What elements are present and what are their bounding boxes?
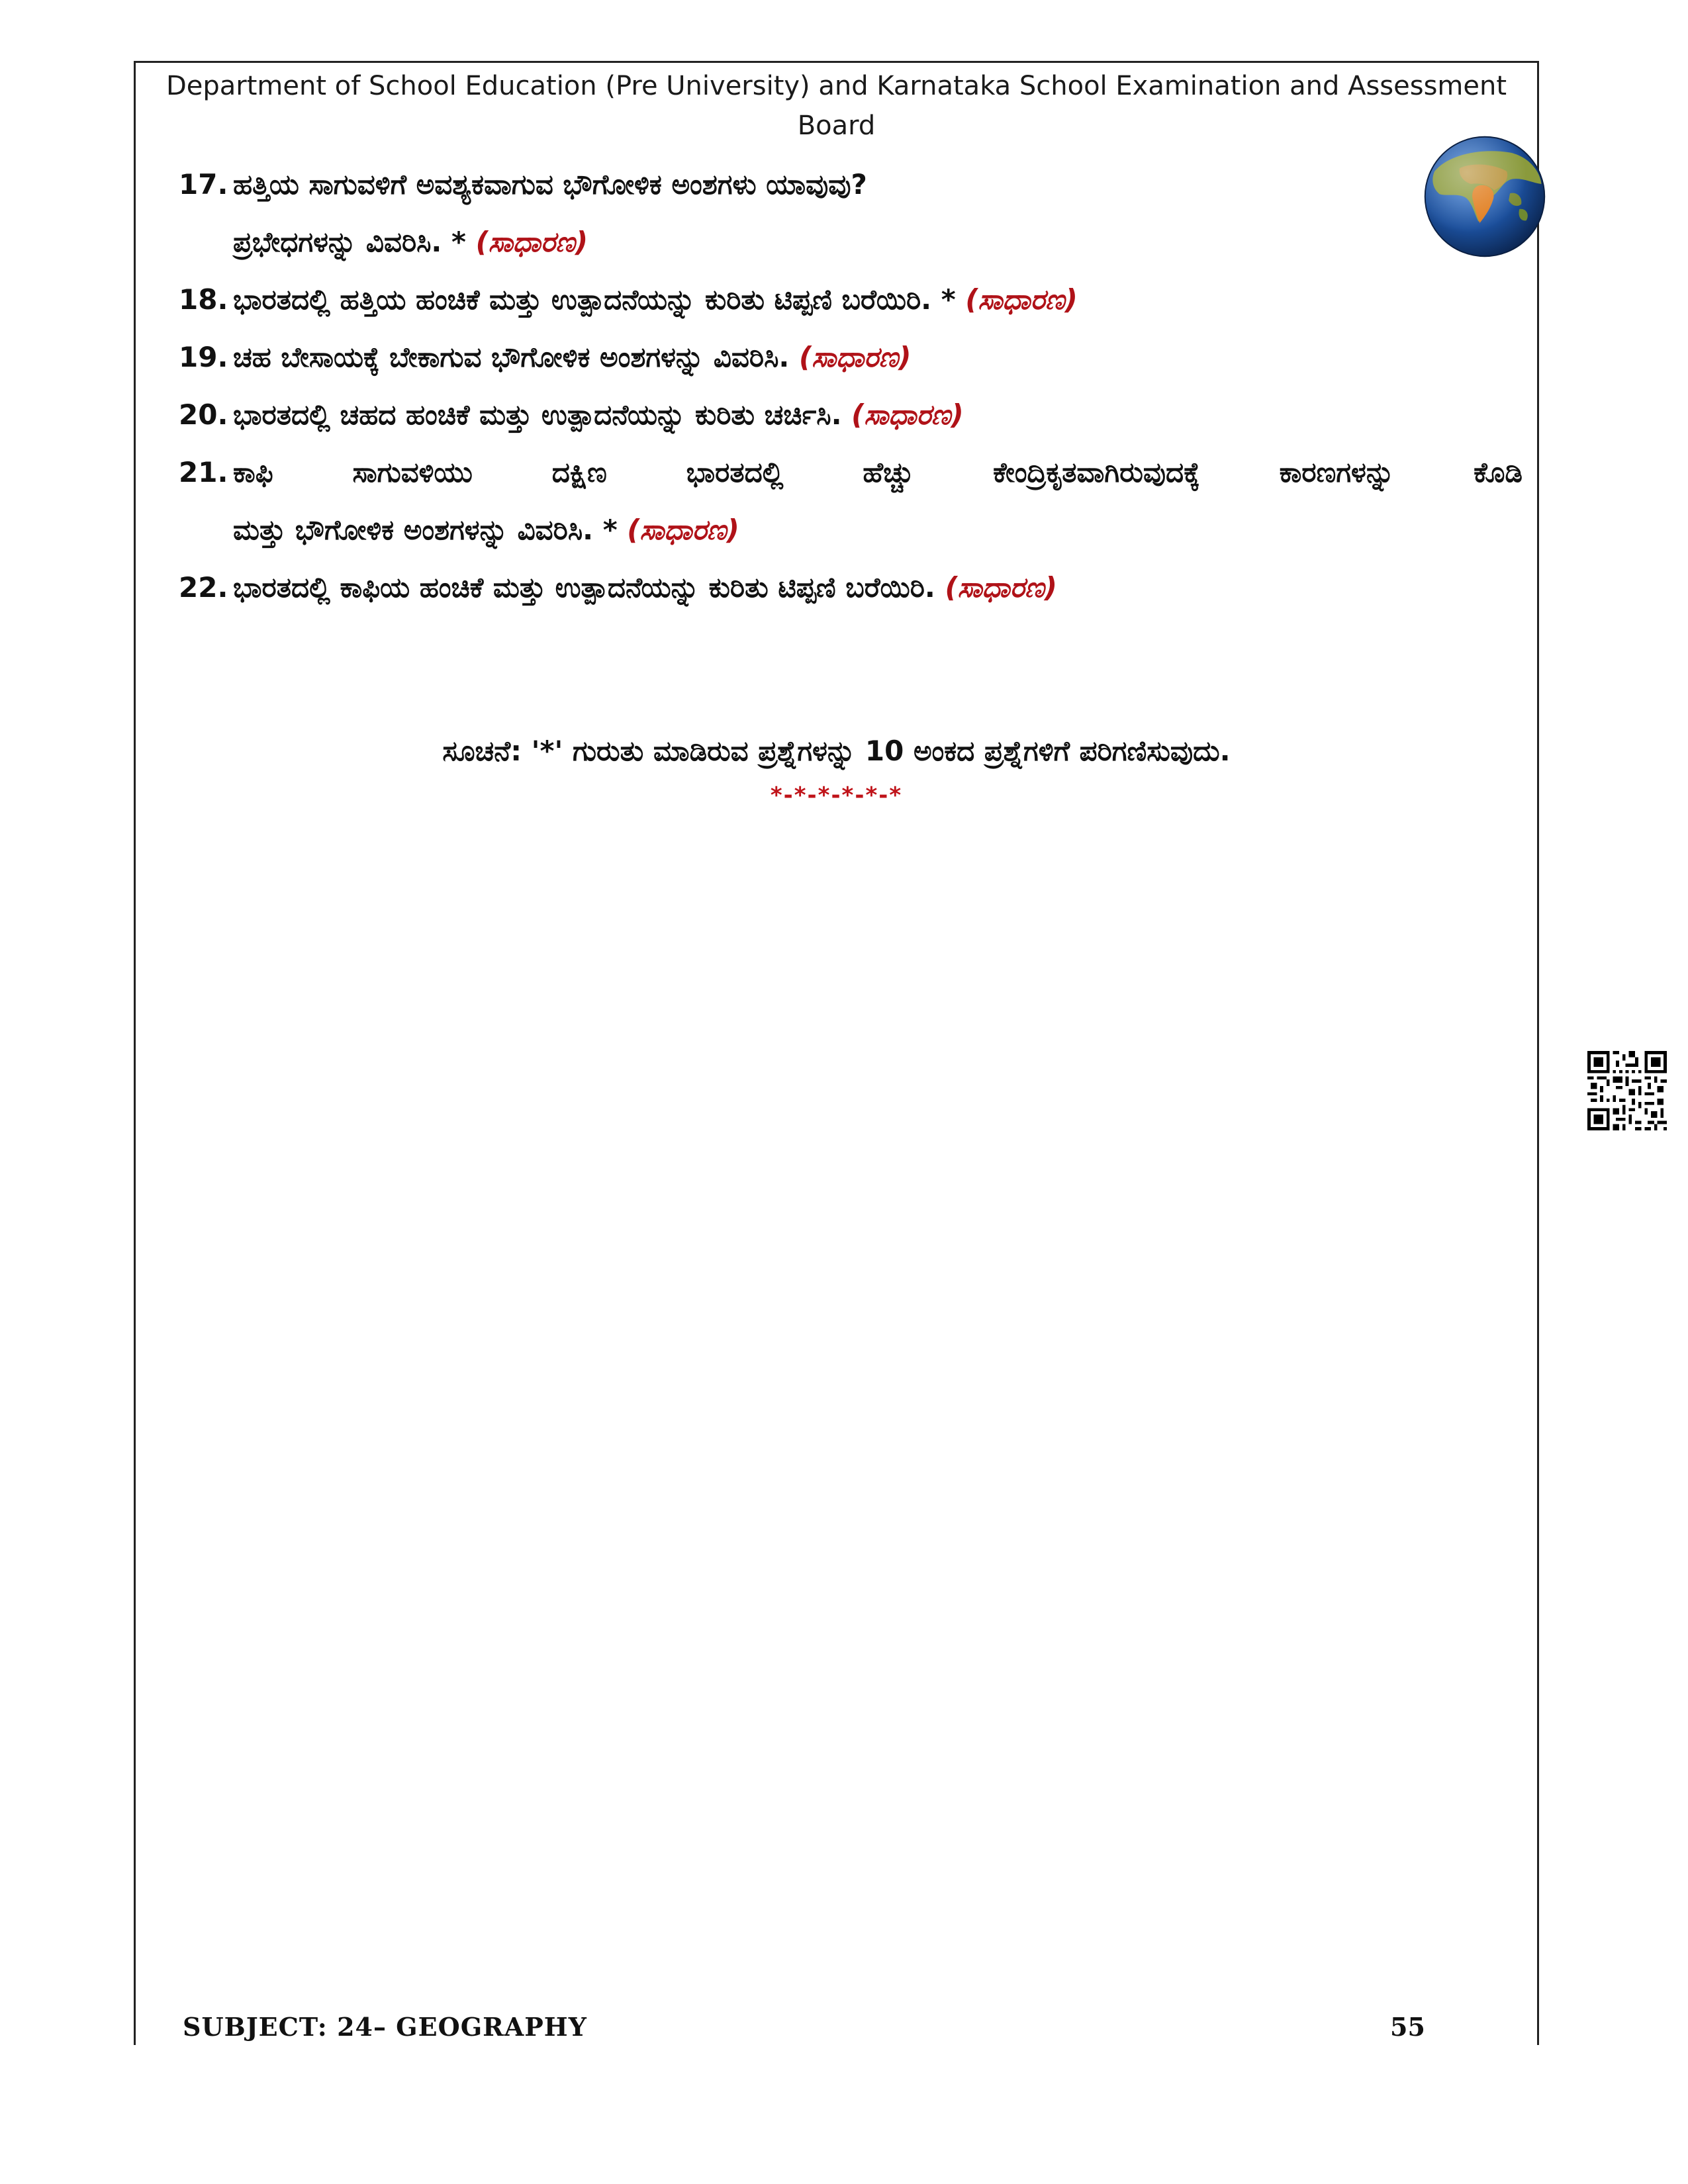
question-word: ಭಾರತದಲ್ಲಿ [686, 456, 784, 488]
difficulty-tag: (ಸಾಧಾರಣ) [799, 341, 912, 373]
question-number: 21. [179, 456, 228, 488]
question-17 [179, 156, 1523, 271]
end-marker: *-*-*-*-*-* [770, 782, 903, 809]
question-word: ಕೊಡಿ [1474, 456, 1523, 488]
page-frame-top [134, 61, 1539, 63]
question-word: ದಕ್ಷಿಣ [551, 456, 607, 488]
qr-code-icon [1587, 1051, 1667, 1130]
question-text: ಭಾರತದಲ್ಲಿ ಕಾಫಿಯ ಹಂಚಿಕೆ ಮತ್ತು ಉತ್ಪಾದನೆಯನ್ನು ಕುರಿತು ಟಿಪ್ಪಣಿ ಬರೆಯಿರಿ. [233, 571, 935, 604]
question-number: 17. [179, 168, 228, 201]
question-word: ಹೆಚ್ಚು [863, 456, 914, 488]
footer-subject: SUBJECT: 24– GEOGRAPHY [183, 2012, 587, 2042]
question-21 [179, 443, 1523, 559]
question-text-line-2: ಪ್ರಭೇಧಗಳನ್ನು ವಿವರಿಸಿ. * [233, 226, 466, 258]
page-header: Department of School Education (Pre University) and Karnataka School Examination and Assessment Board [165, 71, 1507, 141]
difficulty-tag: (ಸಾಧಾರಣ) [965, 283, 1078, 316]
page-frame-left [134, 61, 136, 2045]
question-word: ಕಾಫಿ [233, 456, 273, 488]
question-text-line-1 [233, 443, 1523, 501]
question-text-line-2: ಮತ್ತು ಭೌಗೋಳಿಕ ಅಂಶಗಳನ್ನು ವಿವರಿಸಿ. * [233, 514, 618, 546]
question-20 [179, 386, 1523, 443]
question-word: ಕಾರಣಗಳನ್ನು [1279, 456, 1395, 488]
difficulty-tag: (ಸಾಧಾರಣ) [627, 514, 739, 546]
difficulty-tag: (ಸಾಧಾರಣ) [475, 226, 588, 258]
page-number: 55 [1390, 2012, 1425, 2042]
question-text: ಚಹ ಬೇಸಾಯಕ್ಕೆ ಬೇಕಾಗುವ ಭೌಗೋಳಿಕ ಅಂಶಗಳನ್ನು ವಿವರಿಸಿ. [233, 341, 790, 373]
question-word: ಸಾಗುವಳಿಯು [352, 456, 473, 488]
instruction-note: ಸೂಚನೆ: '*' ಗುರುತು ಮಾಡಿರುವ ಪ್ರಶ್ನೆಗಳನ್ನು 10 ಅಂಕದ ಪ್ರಶ್ನೆಗಳಿಗೆ ಪರಿಗಣಿಸುವುದು. [442, 735, 1231, 767]
question-number: 20. [179, 398, 228, 431]
question-text: ಭಾರತದಲ್ಲಿ ಹತ್ತಿಯ ಹಂಚಿಕೆ ಮತ್ತು ಉತ್ಪಾದನೆಯನ್ನು ಕುರಿತು ಟಿಪ್ಪಣಿ ಬರೆಯಿರಿ. * [233, 283, 956, 316]
question-list [179, 156, 1523, 616]
question-text: ಭಾರತದಲ್ಲಿ ಚಹದ ಹಂಚಿಕೆ ಮತ್ತು ಉತ್ಪಾದನೆಯನ್ನು ಕುರಿತು ಚರ್ಚಿಸಿ. [233, 398, 842, 431]
question-18 [179, 271, 1523, 328]
question-19 [179, 328, 1523, 386]
question-number: 19. [179, 341, 228, 373]
difficulty-tag: (ಸಾಧಾರಣ) [851, 398, 964, 431]
question-word: ಕೇಂದ್ರಿಕೃತವಾಗಿರುವುದಕ್ಕೆ [993, 456, 1200, 488]
question-22 [179, 559, 1523, 616]
difficulty-tag: (ಸಾಧಾರಣ) [945, 571, 1057, 604]
question-number: 22. [179, 571, 228, 604]
question-number: 18. [179, 283, 228, 316]
question-text-line-1: ಹತ್ತಿಯ ಸಾಗುವಳಿಗೆ ಅವಶ್ಯಕವಾಗುವ ಭೌಗೋಳಿಕ ಅಂಶಗಳು ಯಾವುವು? [233, 168, 867, 201]
page-frame-right [1537, 61, 1539, 2045]
